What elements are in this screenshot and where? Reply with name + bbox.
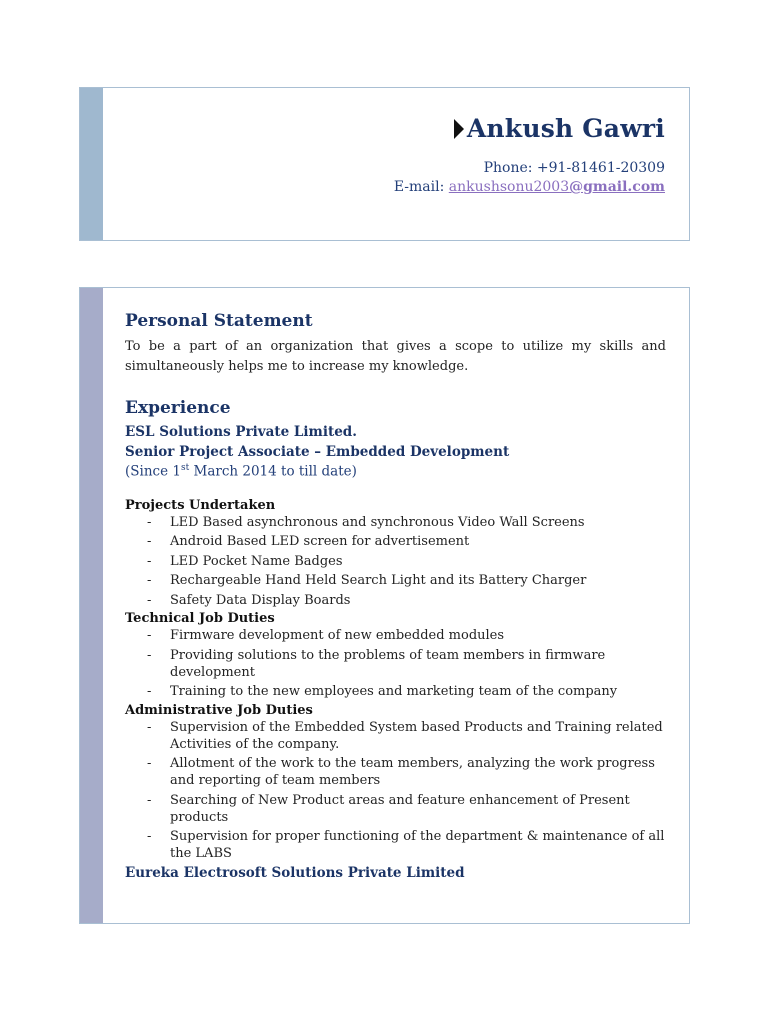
employment-period xyxy=(125,463,666,480)
list-item: - Allotment of the work to the team members, analyzing the work progress and reporting of team members xyxy=(147,755,666,789)
experience-heading: Experience xyxy=(125,398,231,418)
list-item: - Supervision of the Embedded System based Products and Training related Activities of the company. xyxy=(147,719,666,753)
since-prefix: (Since 1 xyxy=(125,463,181,480)
administrative-duties-list xyxy=(125,719,666,863)
list-item: - Android Based LED screen for advertisement xyxy=(147,533,666,550)
personal-statement-text: To be a part of an organization that gives a scope to utilize my skills and simultaneously helps me to increase my knowledge. xyxy=(125,339,666,374)
list-item: - Firmware development of new embedded modules xyxy=(147,627,666,644)
contact-header-box xyxy=(79,87,690,241)
header-accent-bar xyxy=(80,88,103,240)
projects-list xyxy=(125,514,666,609)
since-sup: st xyxy=(180,463,190,473)
list-item: - Supervision for proper functioning of the department & maintenance of all the LABS xyxy=(147,828,666,862)
email-row xyxy=(394,179,665,195)
list-item: - LED Based asynchronous and synchronous Video Wall Screens xyxy=(147,514,666,531)
email-label: E-mail: xyxy=(393,179,449,195)
name-row xyxy=(454,114,665,143)
list-item: - Training to the new employees and marketing team of the company xyxy=(147,683,666,700)
email-user: ankushsonu2003 xyxy=(448,179,570,195)
job-role: Senior Project Associate – Embedded Development xyxy=(125,444,510,460)
list-item: - Rechargeable Hand Held Search Light and its Battery Charger xyxy=(147,572,666,589)
previous-company-name: Eureka Electrosoft Solutions Private Limited xyxy=(125,865,465,881)
list-item: - Safety Data Display Boards xyxy=(147,592,666,609)
triangle-bullet-icon xyxy=(454,119,464,139)
projects-heading: Projects Undertaken xyxy=(125,497,276,513)
email-link[interactable] xyxy=(449,179,665,195)
list-item: - Searching of New Product areas and feature enhancement of Present products xyxy=(147,792,666,826)
resume-body-box xyxy=(79,287,690,924)
email-domain: @gmail.com xyxy=(569,179,665,195)
since-suffix: March 2014 to till date) xyxy=(189,463,357,480)
technical-duties-heading: Technical Job Duties xyxy=(125,611,275,626)
list-item: - LED Pocket Name Badges xyxy=(147,553,666,570)
personal-statement-heading: Personal Statement xyxy=(125,311,313,331)
list-item: - Providing solutions to the problems of team members in firmware development xyxy=(147,647,666,681)
company-name: ESL Solutions Private Limited. xyxy=(125,424,357,440)
candidate-name: Ankush Gawri xyxy=(466,114,665,143)
technical-duties-list xyxy=(125,627,666,700)
phone-number: Phone: +91-81461-20309 xyxy=(483,160,665,176)
body-accent-bar xyxy=(80,288,103,923)
resume-content xyxy=(125,311,666,881)
administrative-duties-heading: Administrative Job Duties xyxy=(125,702,313,718)
